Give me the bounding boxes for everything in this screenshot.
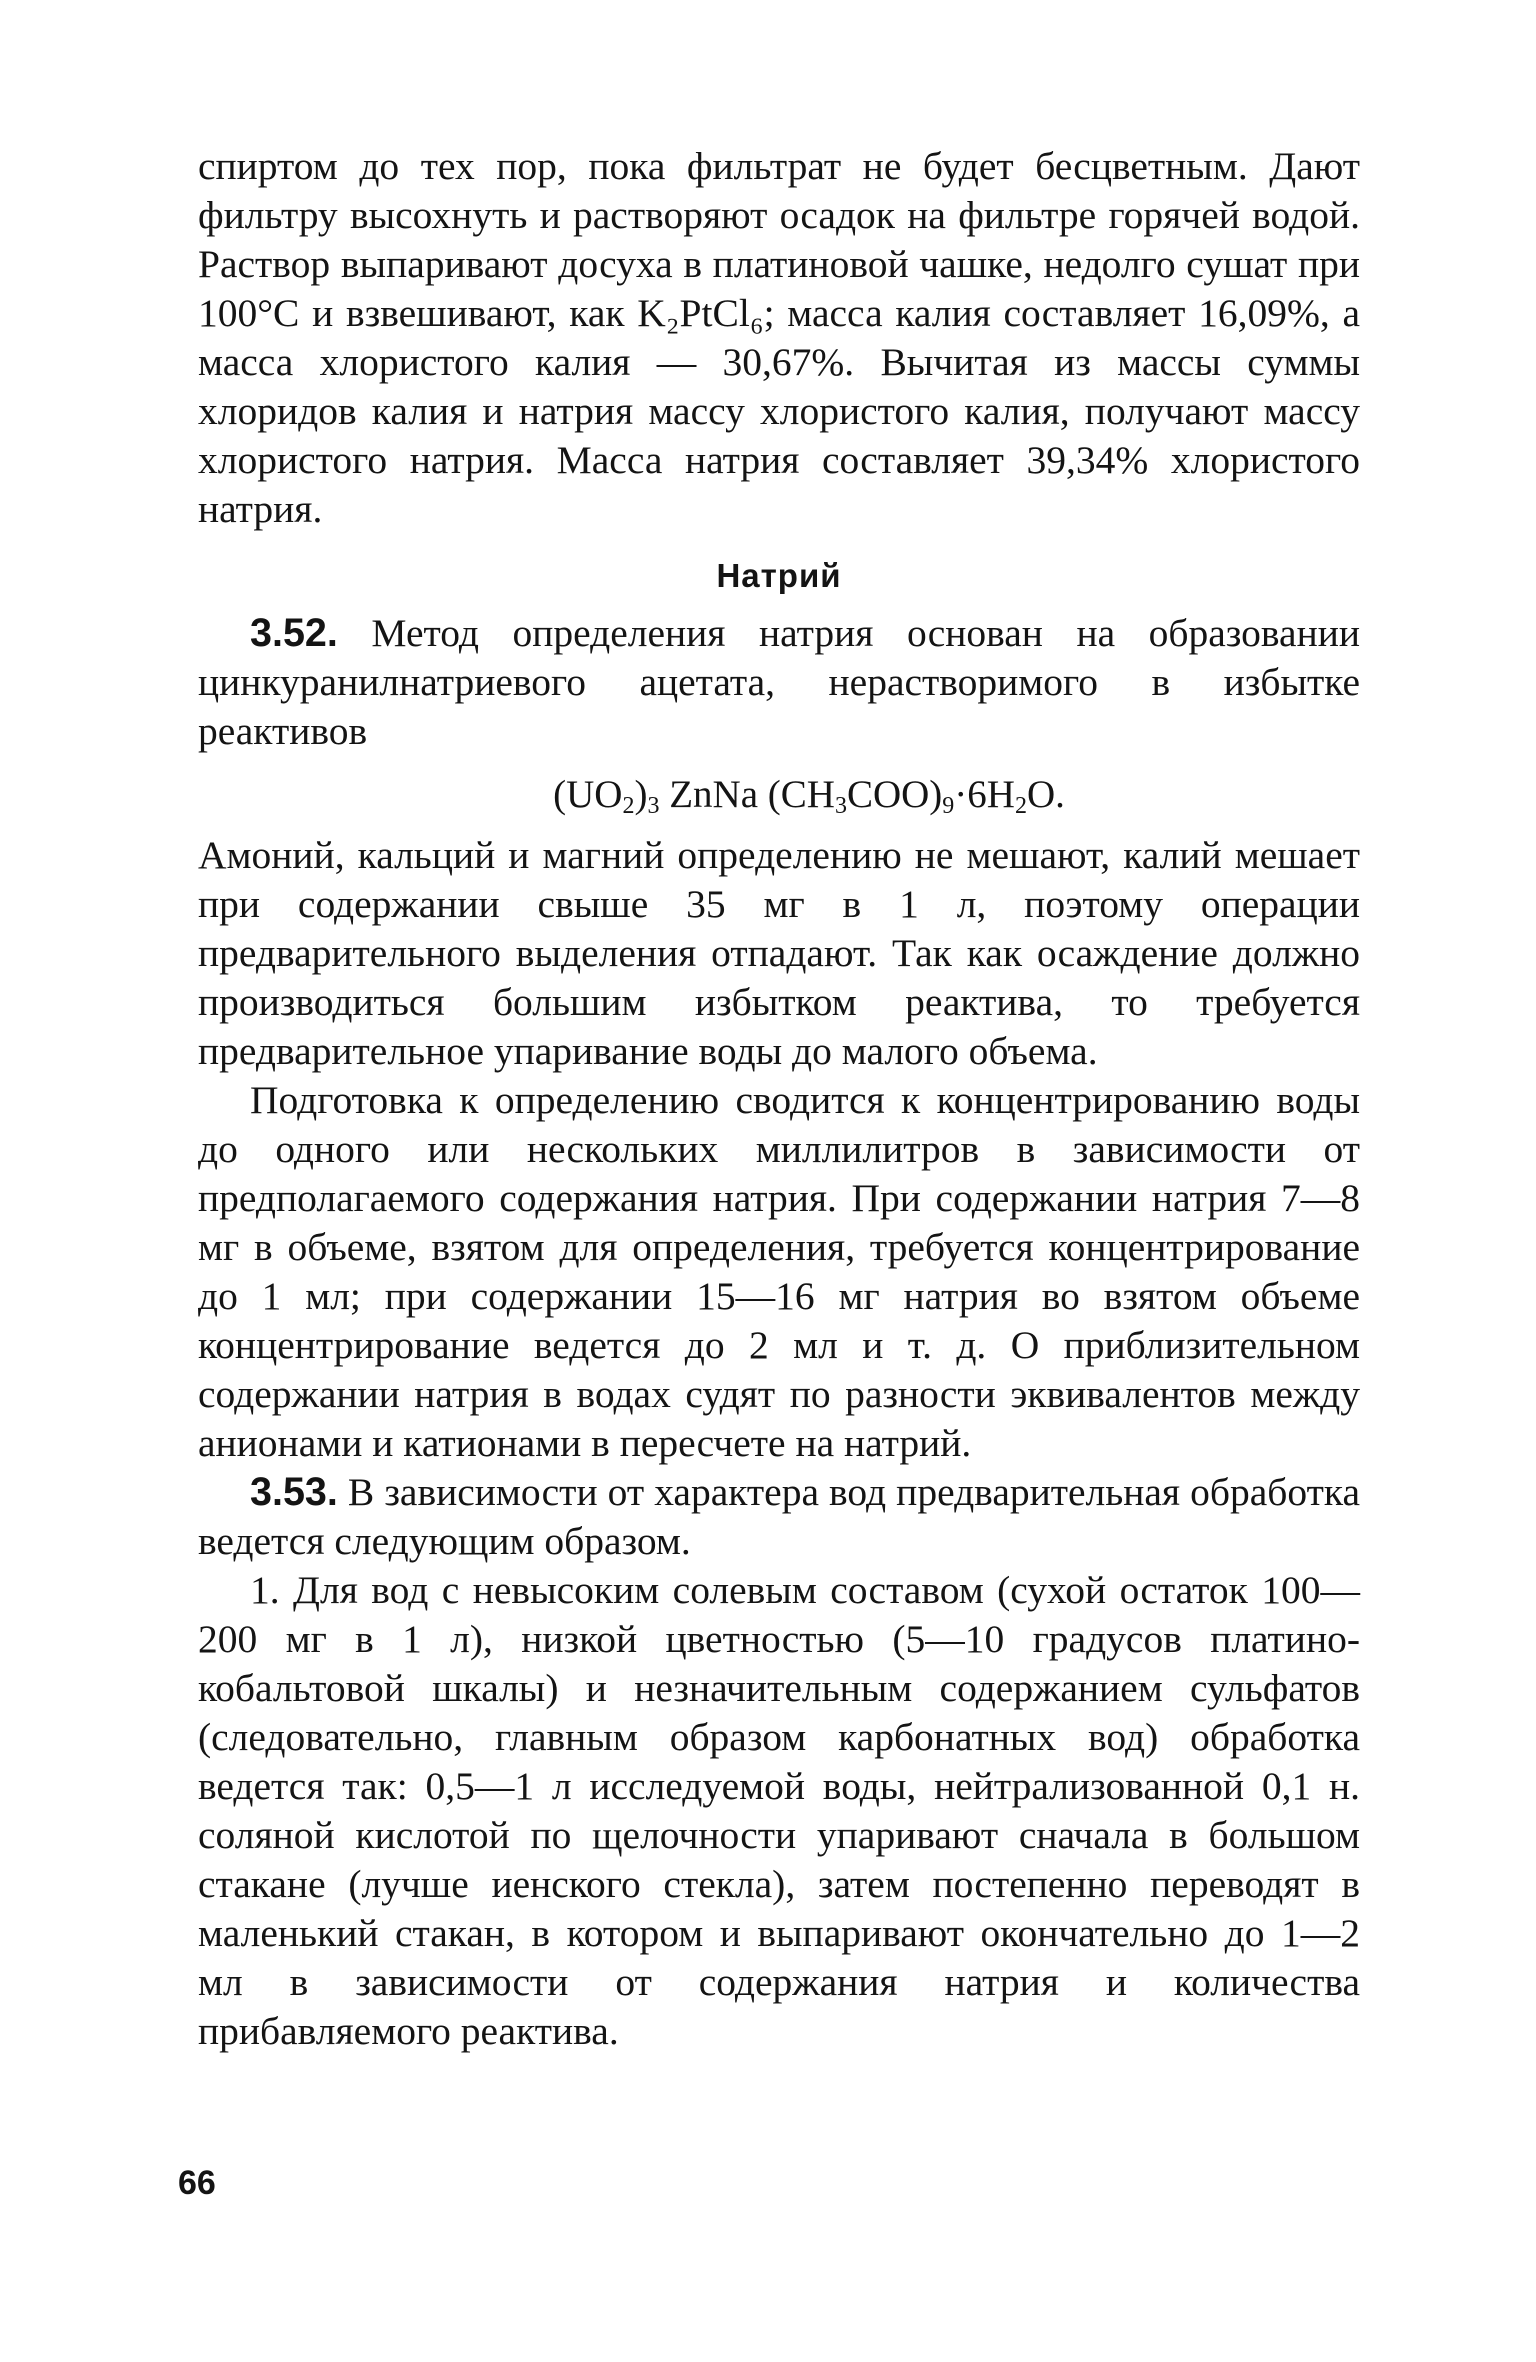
section-title-sodium: Натрий <box>716 557 842 594</box>
paragraph-3-53-text: В зависимости от характера вод предварительная обработка ведется следующим образом. <box>198 1470 1360 1563</box>
paragraph-item-1: 1. Для вод с невысоким солевым составом (сухой остаток 100—200 мг в 1 л), низкой цветностью (5—10 градусов платино-кобальтовой шкалы) и незначительным содержанием сульфатов (следовательно, главным образом карбонатных вод) обработка ведется так: 0,5—1 л исследуемой воды, нейтрализованной 0,1 н. соляной кислотой по щелочности упаривают сначала в большом стакане (лучше иенского стекла), затем постепенно переводят в маленький стакан, в котором и выпаривают окончательно до 1—2 мл в зависимости от содержания натрия и количества прибавляемого реактива. <box>198 1568 1360 2053</box>
page-number: 66 <box>178 2164 216 2202</box>
paragraph-interferences: Амоний, кальций и магний определению не мешают, калий мешает при содержании свыше 35 мг в 1 л, поэтому операции предварительного выделения отпадают. Так как осаждение должно производиться большим избытком реактива, то требуется предварительное упаривание воды до малого объема. <box>198 833 1360 1073</box>
page-body <box>198 142 1360 2056</box>
paragraph-3-53 <box>198 1468 1360 1566</box>
clause-number-3-52: 3.52. <box>250 611 338 655</box>
chemical-formula: $(UO_2)_3$ ZnNa $(CH_3COO)_9\cdot 6H_2O$. <box>553 773 1065 819</box>
paragraph-3-52-text: Метод определения натрия основан на образовании цинкуранилнатриевого ацетата, нерастворимого в избытке реактивов <box>198 611 1360 753</box>
paragraph-potassium-end: спиртом до тех пор, пока фильтрат не будет бесцветным. Дают фильтру высохнуть и растворяют осадок на фильтре горячей водой. Раствор выпаривают досуха в платиновой чашке, недолго сушат при 100°С и взвешивают, как K₂PtCl₆; масса калия составляет 16,09%, а масса хлористого калия — 30,67%. Вычитая из массы суммы хлоридов калия и натрия массу хлористого калия, получают массу хлористого натрия. Масса натрия составляет 39,34% хлористого натрия. <box>198 144 1360 531</box>
paragraph-3-52 <box>198 609 1360 756</box>
paragraph-preparation: Подготовка к определению сводится к концентрированию воды до одного или нескольких миллилитров в зависимости от предполагаемого содержания натрия. При содержании натрия 7—8 мг в объеме, взятом для определения, требуется концентрирование до 1 мл; при содержании 15—16 мг натрия во взятом объеме концентрирование ведется до 2 мл и т. д. О приблизительном содержании натрия в водах судят по разности эквивалентов между анионами и катионами в пересчете на натрий. <box>198 1078 1360 1465</box>
clause-number-3-53: 3.53. <box>250 1470 338 1514</box>
